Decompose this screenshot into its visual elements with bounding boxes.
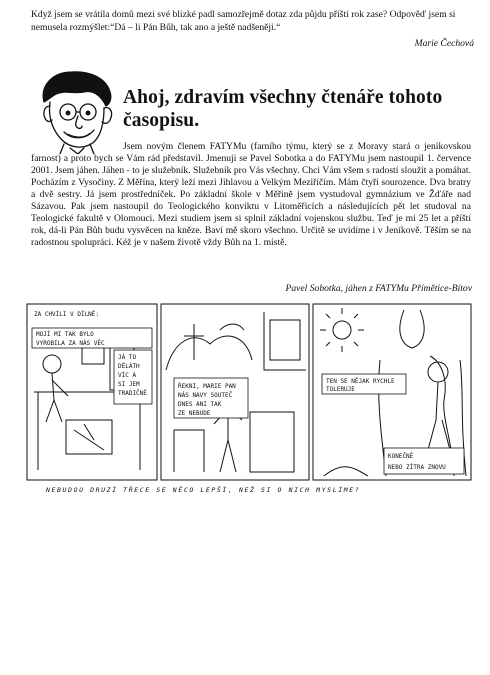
comic-panel-2-bubble-line-1: ŘEKNI, MARIE PAN <box>178 383 236 390</box>
comic-panel-1-label: ZA CHVÍLI V DÍLNĚ: <box>34 311 100 318</box>
article-title: Ahoj, zdravím všechny čtenáře tohoto časopisu. <box>123 87 443 131</box>
comic-panel-2-bubble-line-4: ZE NEBUDE <box>178 410 211 417</box>
intro-text: Když jsem se vrátila domů mezi své blízké padl samozřejmě dotaz zda půjdu příští rok zase? Odpověď jsem si nemusela rozmýšlet:“Dá – li Pán Bůh, tak ano a ještě nadšeněji.“ <box>31 9 456 33</box>
article-body: Jsem novým členem FATYMu (farního týmu, který se z Moravy stará o jeníkovskou farnost) a proto bych se Vám rád představil. Jmenuji se Pavel Sobotka a do FATYMu jsem nastoupil 1. července 2001. Jsem jáhen. Jáhen - to je služebník. Služebník pro Vás všechny. Chci Vám všem s radostí sloužit a pomáhat. Pocházím z Vysočiny. Z Měřína, který leží mezi Jihlavou a Velkým Meziříčím. Mám čtyři sourozence. Dva bratry a dvě sestry. Já jsem prostředníček. Po základní škole v Měříně jsem vystudoval gymnázium ve Žďáře nad Sázavou. Pak jsem nastoupil do Teologického konviktu v Litoměřicích a následujících pět let studoval na Teologické fakultě v Olomouci. Mezi studiem jsem si splnil základní vojenskou službu. Teď je mi 25 let a příští rok, dá-li Pán Bůh budu vysvěcen na kněze. Baví mě skoro všechno. Určitě se uvidíme i v Jeníkově. Těším se na radostnou spolupráci. Kéž je v našem životě vždy Bůh na 1. místě. <box>31 141 471 249</box>
comic-panel-2-bubble-line-2: NÁS NAVY SOUTEČ <box>178 392 233 399</box>
comic-panel-1-side-line-2: DĚLÁTH <box>118 363 140 370</box>
comic-panel-3-footer-line-1: KONEČNĚ <box>388 453 414 460</box>
comic-strip <box>24 300 474 482</box>
comic-panel-2-bubble-line-3: DNES ANI TAK <box>178 401 222 408</box>
intro-author: Marie Čechová <box>414 38 474 49</box>
comic-panel-3-bubble-line-1: TEN SE NĚJAK RYCHLE <box>326 378 395 385</box>
comic-panel-1-bubble-line-1: MOJÍ MI TAK BYLO <box>36 331 94 338</box>
comic-panel-1-side-line-3: VÍC A <box>118 372 137 379</box>
comic-caption: NEBUDOU DRUZÍ TŘECE SE NĚCO LEPŠÍ, NEŽ SI O NICH MYSLÍME? <box>46 486 361 494</box>
comic-panel-3-footer-line-2: NEBO ZÍTRA ZNOVU <box>388 464 446 471</box>
comic-panel-3-bubble-line-2: TOLERUJE <box>326 386 355 393</box>
comic-panel-1-side-line-1: JÁ TO <box>118 354 137 361</box>
comic-panel-1-side-line-4: SI JEM <box>118 381 140 388</box>
article-signature: Pavel Sobotka, jáhen z FATYMu Přímětice-Bítov <box>285 283 472 294</box>
comic-panel-1-bubble-line-2: VYROBILA ZA NÁS VĚC <box>36 340 105 347</box>
comic-panel-1-side-line-5: TRADIČNĚ <box>118 390 147 397</box>
